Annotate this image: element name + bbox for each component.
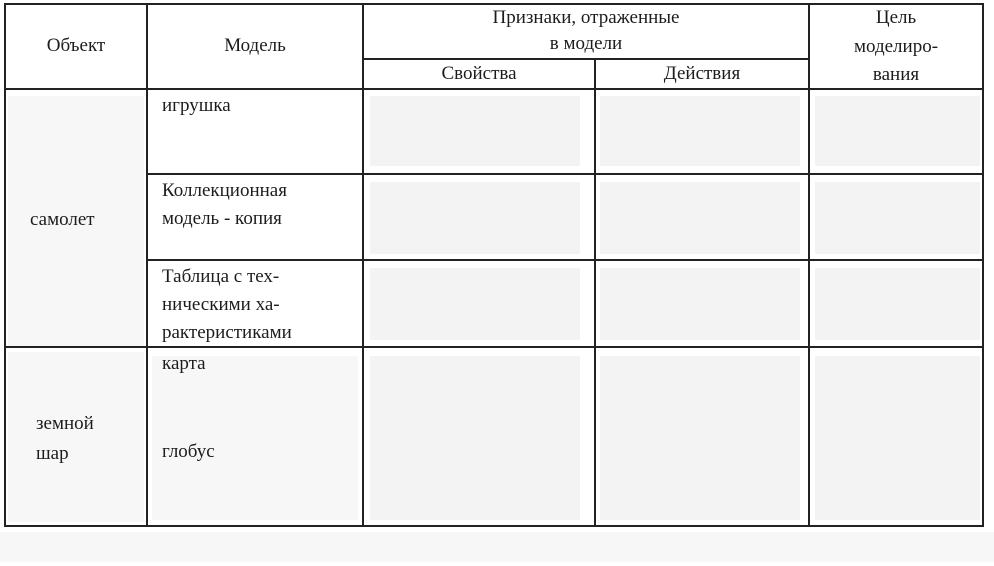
table-bottom-border <box>4 525 984 527</box>
model-spec-table-line1: Таблица с тех- <box>162 266 280 287</box>
header-features-line2: в модели <box>549 33 623 54</box>
header-goal-line1: Цель <box>875 7 917 28</box>
row-divider-1 <box>146 173 984 175</box>
table-right-border <box>982 3 984 527</box>
group-divider <box>4 346 984 348</box>
header-properties: Свойства <box>441 63 517 84</box>
header-actions: Действия <box>663 63 741 84</box>
model-collectible-line2: модель - копия <box>162 208 282 229</box>
model-map: карта <box>162 353 206 374</box>
model-collectible-line1: Коллекционная <box>162 180 287 201</box>
table-left-border <box>4 3 6 527</box>
header-bottom-border <box>4 88 984 90</box>
header-model: Модель <box>224 35 286 56</box>
col-divider-properties <box>594 58 596 527</box>
model-globe: глобус <box>162 441 215 462</box>
row-object-airplane: самолет <box>30 209 95 230</box>
header-goal-line3: вания <box>872 64 920 85</box>
model-toy: игрушка <box>162 95 231 116</box>
header-features-line1: Признаки, отраженные <box>492 7 680 28</box>
col-divider-object <box>146 3 148 527</box>
model-spec-table-line3: рактеристиками <box>162 322 292 343</box>
row-divider-2 <box>146 259 984 261</box>
header-goal-line2: моделиро- <box>853 36 939 57</box>
header-object: Объект <box>46 35 106 56</box>
row-object-globe-line2: шар <box>36 443 69 464</box>
model-spec-table-line2: ническими ха- <box>162 294 280 315</box>
row-object-globe-line1: земной <box>36 413 94 434</box>
